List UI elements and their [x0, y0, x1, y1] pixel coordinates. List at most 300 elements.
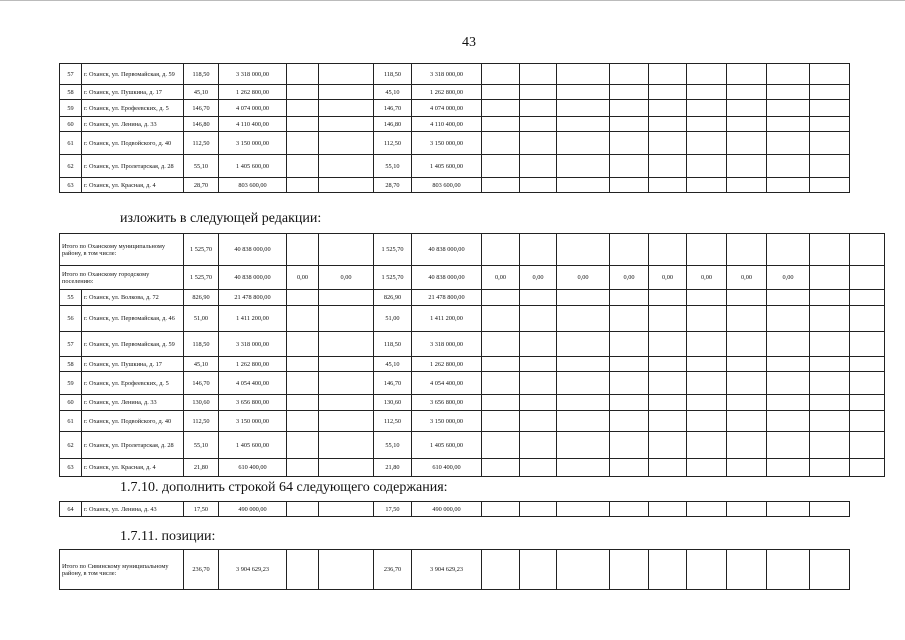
heading-add-row-64: 1.7.10. дополнить строкой 64 следующего содержания:: [120, 480, 448, 495]
value-cell: 826,90: [184, 290, 219, 306]
empty-cell: [687, 395, 727, 411]
empty-cell: [649, 64, 687, 85]
empty-cell: [520, 332, 557, 357]
empty-cell: [610, 64, 649, 85]
table-row: [60, 290, 885, 306]
value-cell: [319, 117, 374, 132]
table-fragment-old: [59, 63, 850, 193]
empty-cell: [482, 117, 520, 132]
empty-cell: [482, 100, 520, 117]
value-cell: 1 262 800,00: [412, 85, 482, 100]
empty-cell: [727, 411, 767, 432]
table-row: [60, 306, 885, 332]
row-number-cell: 61: [60, 132, 82, 155]
empty-cell: [767, 372, 810, 395]
empty-cell: [610, 290, 649, 306]
empty-cell: [810, 306, 850, 332]
empty-cell: [482, 432, 520, 459]
value-cell: 3 656 800,00: [219, 395, 287, 411]
value-cell: 28,70: [184, 178, 219, 193]
value-cell: 1 262 800,00: [219, 357, 287, 372]
value-cell: 0,00: [482, 266, 520, 290]
summary-row: [60, 266, 885, 290]
empty-cell: [520, 100, 557, 117]
table-row: [60, 117, 850, 132]
empty-cell: [850, 372, 885, 395]
empty-cell: [610, 332, 649, 357]
value-cell: [482, 550, 520, 590]
heading-positions: 1.7.11. позиции:: [120, 529, 216, 544]
row-number-cell: 61: [60, 411, 82, 432]
summary-label-cell: Итого по Оханскому муниципальному району, в том числе:: [60, 234, 184, 266]
value-cell: 118,50: [184, 332, 219, 357]
value-cell: 40 838 000,00: [219, 234, 287, 266]
value-cell: 112,50: [184, 132, 219, 155]
empty-cell: [610, 459, 649, 477]
empty-cell: [649, 332, 687, 357]
empty-cell: [520, 306, 557, 332]
empty-cell: [727, 100, 767, 117]
empty-cell: [557, 357, 610, 372]
empty-cell: [482, 64, 520, 85]
value-cell: [610, 234, 649, 266]
address-cell: г. Оханск, ул. Ленина, д. 33: [82, 117, 184, 132]
table-row: [60, 85, 850, 100]
row-number-cell: 62: [60, 432, 82, 459]
row-number-cell: 55: [60, 290, 82, 306]
value-cell: 3 318 000,00: [412, 64, 482, 85]
empty-cell: [727, 132, 767, 155]
value-cell: 3 150 000,00: [219, 411, 287, 432]
empty-cell: [520, 117, 557, 132]
value-cell: 1 262 800,00: [219, 85, 287, 100]
address-cell: г. Оханск, ул. Ерофеевских, д. 5: [82, 372, 184, 395]
value-cell: 3 150 000,00: [219, 132, 287, 155]
value-cell: 610 400,00: [412, 459, 482, 477]
summary-label-cell: Итого по Оханскому городскому поселению:: [60, 266, 184, 290]
empty-cell: [649, 155, 687, 178]
empty-cell: [557, 411, 610, 432]
empty-cell: [520, 432, 557, 459]
empty-cell: [687, 306, 727, 332]
row-number-cell: 63: [60, 459, 82, 477]
summary-row: [60, 234, 885, 266]
empty-cell: [557, 395, 610, 411]
value-cell: [727, 234, 767, 266]
value-cell: 45,10: [184, 357, 219, 372]
value-cell: 118,50: [374, 332, 412, 357]
value-cell: [287, 117, 319, 132]
value-cell: 236,70: [184, 550, 219, 590]
row-number-cell: 59: [60, 372, 82, 395]
table-row: [60, 357, 885, 372]
value-cell: [287, 178, 319, 193]
empty-cell: [767, 395, 810, 411]
value-cell: 3 656 800,00: [412, 395, 482, 411]
value-cell: [287, 234, 319, 266]
value-cell: [727, 550, 767, 590]
empty-cell: [610, 132, 649, 155]
table-row: [60, 502, 850, 517]
empty-cell: [767, 117, 810, 132]
value-cell: [287, 85, 319, 100]
empty-cell: [810, 100, 850, 117]
empty-cell: [687, 357, 727, 372]
empty-cell: [520, 85, 557, 100]
empty-cell: [810, 132, 850, 155]
empty-cell: [687, 290, 727, 306]
value-cell: 803 600,00: [219, 178, 287, 193]
empty-cell: [610, 357, 649, 372]
value-cell: [649, 234, 687, 266]
value-cell: [319, 411, 374, 432]
empty-cell: [727, 178, 767, 193]
empty-cell: [727, 432, 767, 459]
empty-cell: [687, 372, 727, 395]
value-cell: 1 405 600,00: [412, 432, 482, 459]
empty-cell: [767, 306, 810, 332]
empty-cell: [810, 502, 850, 517]
empty-cell: [610, 395, 649, 411]
value-cell: [287, 132, 319, 155]
table-row: [60, 155, 850, 178]
value-cell: [319, 234, 374, 266]
empty-cell: [727, 85, 767, 100]
value-cell: 4 110 400,00: [219, 117, 287, 132]
address-cell: г. Оханск, ул. Волкова, д. 72: [82, 290, 184, 306]
value-cell: 3 150 000,00: [412, 411, 482, 432]
value-cell: 21 478 800,00: [219, 290, 287, 306]
value-cell: 55,10: [184, 432, 219, 459]
empty-cell: [727, 332, 767, 357]
empty-cell: [482, 372, 520, 395]
value-cell: 3 318 000,00: [219, 332, 287, 357]
summary-label-cell: Итого по Сивинскому муниципальному району, в том числе:: [60, 550, 184, 590]
empty-cell: [810, 85, 850, 100]
empty-cell: [610, 178, 649, 193]
value-cell: 236,70: [374, 550, 412, 590]
value-cell: 1 405 600,00: [219, 155, 287, 178]
empty-cell: [687, 100, 727, 117]
value-cell: 3 904 629,23: [219, 550, 287, 590]
value-cell: 0,00: [319, 266, 374, 290]
value-cell: [287, 155, 319, 178]
value-cell: [287, 459, 319, 477]
empty-cell: [482, 85, 520, 100]
table-row: [60, 178, 850, 193]
empty-cell: [482, 357, 520, 372]
value-cell: 146,70: [374, 372, 412, 395]
empty-cell: [482, 178, 520, 193]
value-cell: 0,00: [649, 266, 687, 290]
empty-cell: [727, 155, 767, 178]
empty-cell: [520, 502, 557, 517]
table-row: [60, 100, 850, 117]
value-cell: [850, 234, 885, 266]
row-number-cell: 63: [60, 178, 82, 193]
empty-cell: [520, 411, 557, 432]
address-cell: г. Оханск, ул. Первомайская, д. 59: [82, 332, 184, 357]
value-cell: [850, 266, 885, 290]
value-cell: 118,50: [374, 64, 412, 85]
empty-cell: [850, 357, 885, 372]
value-cell: 146,80: [374, 117, 412, 132]
value-cell: 1 525,70: [184, 266, 219, 290]
value-cell: [649, 550, 687, 590]
empty-cell: [649, 85, 687, 100]
address-cell: г. Оханск, ул. Пушкина, д. 17: [82, 357, 184, 372]
value-cell: 1 405 600,00: [219, 432, 287, 459]
value-cell: 146,70: [184, 100, 219, 117]
value-cell: 803 600,00: [412, 178, 482, 193]
empty-cell: [727, 290, 767, 306]
address-cell: г. Оханск, ул. Пушкина, д. 17: [82, 85, 184, 100]
value-cell: [482, 234, 520, 266]
table-row: [60, 64, 850, 85]
empty-cell: [810, 357, 850, 372]
value-cell: 0,00: [520, 266, 557, 290]
empty-cell: [767, 459, 810, 477]
address-cell: г. Оханск, ул. Пролетарская, д. 28: [82, 155, 184, 178]
value-cell: 4 074 000,00: [412, 100, 482, 117]
value-cell: 1 411 200,00: [412, 306, 482, 332]
value-cell: [319, 85, 374, 100]
empty-cell: [557, 85, 610, 100]
value-cell: [319, 332, 374, 357]
empty-cell: [649, 502, 687, 517]
empty-cell: [850, 290, 885, 306]
value-cell: 3 150 000,00: [412, 132, 482, 155]
row-number-cell: 58: [60, 85, 82, 100]
value-cell: 112,50: [184, 411, 219, 432]
value-cell: [287, 332, 319, 357]
empty-cell: [767, 411, 810, 432]
value-cell: 0,00: [767, 266, 810, 290]
empty-cell: [767, 432, 810, 459]
empty-cell: [810, 178, 850, 193]
address-cell: г. Оханск, ул. Красная, д. 4: [82, 459, 184, 477]
empty-cell: [767, 64, 810, 85]
value-cell: [287, 100, 319, 117]
value-cell: [319, 357, 374, 372]
empty-cell: [727, 64, 767, 85]
empty-cell: [810, 64, 850, 85]
value-cell: [810, 234, 850, 266]
value-cell: 610 400,00: [219, 459, 287, 477]
value-cell: 40 838 000,00: [412, 234, 482, 266]
value-cell: [319, 155, 374, 178]
empty-cell: [610, 100, 649, 117]
address-cell: г. Оханск, ул. Ерофеевских, д. 5: [82, 100, 184, 117]
value-cell: 21,80: [374, 459, 412, 477]
row-number-cell: 56: [60, 306, 82, 332]
value-cell: 55,10: [184, 155, 219, 178]
row-number-cell: 60: [60, 395, 82, 411]
row-number-cell: 57: [60, 64, 82, 85]
empty-cell: [482, 155, 520, 178]
value-cell: 130,60: [374, 395, 412, 411]
empty-cell: [810, 395, 850, 411]
summary-row: [60, 550, 850, 590]
value-cell: [319, 132, 374, 155]
empty-cell: [649, 178, 687, 193]
row-number-cell: 60: [60, 117, 82, 132]
value-cell: 146,80: [184, 117, 219, 132]
empty-cell: [767, 155, 810, 178]
empty-cell: [482, 290, 520, 306]
empty-cell: [520, 132, 557, 155]
empty-cell: [767, 178, 810, 193]
value-cell: [557, 234, 610, 266]
empty-cell: [767, 132, 810, 155]
value-cell: [287, 395, 319, 411]
empty-cell: [610, 432, 649, 459]
value-cell: 3 318 000,00: [412, 332, 482, 357]
empty-cell: [687, 432, 727, 459]
empty-cell: [649, 372, 687, 395]
empty-cell: [810, 290, 850, 306]
value-cell: [319, 395, 374, 411]
address-cell: г. Оханск, ул. Ленина, д. 33: [82, 395, 184, 411]
value-cell: 826,90: [374, 290, 412, 306]
empty-cell: [850, 332, 885, 357]
value-cell: 1 525,70: [374, 234, 412, 266]
empty-cell: [610, 411, 649, 432]
value-cell: [287, 432, 319, 459]
empty-cell: [482, 306, 520, 332]
value-cell: [287, 411, 319, 432]
table-row: [60, 372, 885, 395]
empty-cell: [810, 432, 850, 459]
empty-cell: [767, 85, 810, 100]
empty-cell: [649, 395, 687, 411]
value-cell: [319, 290, 374, 306]
empty-cell: [557, 372, 610, 395]
empty-cell: [649, 132, 687, 155]
empty-cell: [727, 395, 767, 411]
empty-cell: [727, 502, 767, 517]
value-cell: [287, 64, 319, 85]
table-row: [60, 132, 850, 155]
empty-cell: [767, 502, 810, 517]
empty-cell: [520, 357, 557, 372]
value-cell: 112,50: [374, 411, 412, 432]
empty-cell: [810, 411, 850, 432]
empty-cell: [482, 132, 520, 155]
empty-cell: [520, 178, 557, 193]
empty-cell: [649, 432, 687, 459]
empty-cell: [687, 332, 727, 357]
value-cell: [687, 550, 727, 590]
empty-cell: [557, 155, 610, 178]
value-cell: 51,00: [374, 306, 412, 332]
value-cell: 21,80: [184, 459, 219, 477]
value-cell: 45,10: [184, 85, 219, 100]
empty-cell: [727, 357, 767, 372]
empty-cell: [727, 117, 767, 132]
address-cell: г. Оханск, ул. Подвойского, д. 40: [82, 411, 184, 432]
value-cell: 0,00: [687, 266, 727, 290]
empty-cell: [850, 395, 885, 411]
empty-cell: [557, 117, 610, 132]
empty-cell: [557, 502, 610, 517]
value-cell: [319, 550, 374, 590]
empty-cell: [687, 459, 727, 477]
empty-cell: [557, 290, 610, 306]
address-cell: г. Оханск, ул. Пролетарская, д. 28: [82, 432, 184, 459]
value-cell: [520, 550, 557, 590]
empty-cell: [610, 306, 649, 332]
value-cell: [767, 550, 810, 590]
empty-cell: [557, 306, 610, 332]
empty-cell: [687, 85, 727, 100]
address-cell: г. Оханск, ул. Первомайская, д. 46: [82, 306, 184, 332]
empty-cell: [687, 117, 727, 132]
empty-cell: [557, 100, 610, 117]
empty-cell: [687, 64, 727, 85]
value-cell: 146,70: [374, 100, 412, 117]
table-sivinsky: [59, 549, 850, 590]
value-cell: [319, 306, 374, 332]
empty-cell: [557, 332, 610, 357]
empty-cell: [767, 100, 810, 117]
empty-cell: [557, 432, 610, 459]
value-cell: 4 054 400,00: [219, 372, 287, 395]
empty-cell: [810, 332, 850, 357]
empty-cell: [557, 132, 610, 155]
empty-cell: [850, 306, 885, 332]
empty-cell: [727, 459, 767, 477]
table-row: [60, 332, 885, 357]
value-cell: [319, 432, 374, 459]
empty-cell: [767, 357, 810, 372]
value-cell: 1 525,70: [184, 234, 219, 266]
value-cell: 3 904 629,23: [412, 550, 482, 590]
row-number-cell: 57: [60, 332, 82, 357]
value-cell: 21 478 800,00: [412, 290, 482, 306]
empty-cell: [850, 459, 885, 477]
value-cell: [810, 266, 850, 290]
empty-cell: [810, 155, 850, 178]
value-cell: 17,50: [184, 502, 219, 517]
value-cell: 112,50: [374, 132, 412, 155]
empty-cell: [557, 459, 610, 477]
value-cell: 0,00: [610, 266, 649, 290]
value-cell: [810, 550, 850, 590]
empty-cell: [482, 395, 520, 411]
value-cell: 3 318 000,00: [219, 64, 287, 85]
value-cell: [319, 459, 374, 477]
value-cell: 490 000,00: [219, 502, 287, 517]
value-cell: 28,70: [374, 178, 412, 193]
empty-cell: [520, 459, 557, 477]
value-cell: [287, 372, 319, 395]
page-number: 43: [462, 35, 476, 50]
address-cell: г. Оханск, ул. Первомайская, д. 59: [82, 64, 184, 85]
value-cell: 4 110 400,00: [412, 117, 482, 132]
value-cell: [287, 290, 319, 306]
empty-cell: [687, 502, 727, 517]
empty-cell: [687, 178, 727, 193]
empty-cell: [810, 117, 850, 132]
heading-new-edition: изложить в следующей редакции:: [120, 211, 322, 226]
row-number-cell: 58: [60, 357, 82, 372]
empty-cell: [649, 306, 687, 332]
empty-cell: [810, 372, 850, 395]
value-cell: 4 074 000,00: [219, 100, 287, 117]
value-cell: 40 838 000,00: [412, 266, 482, 290]
address-cell: г. Оханск, ул. Красная, д. 4: [82, 178, 184, 193]
